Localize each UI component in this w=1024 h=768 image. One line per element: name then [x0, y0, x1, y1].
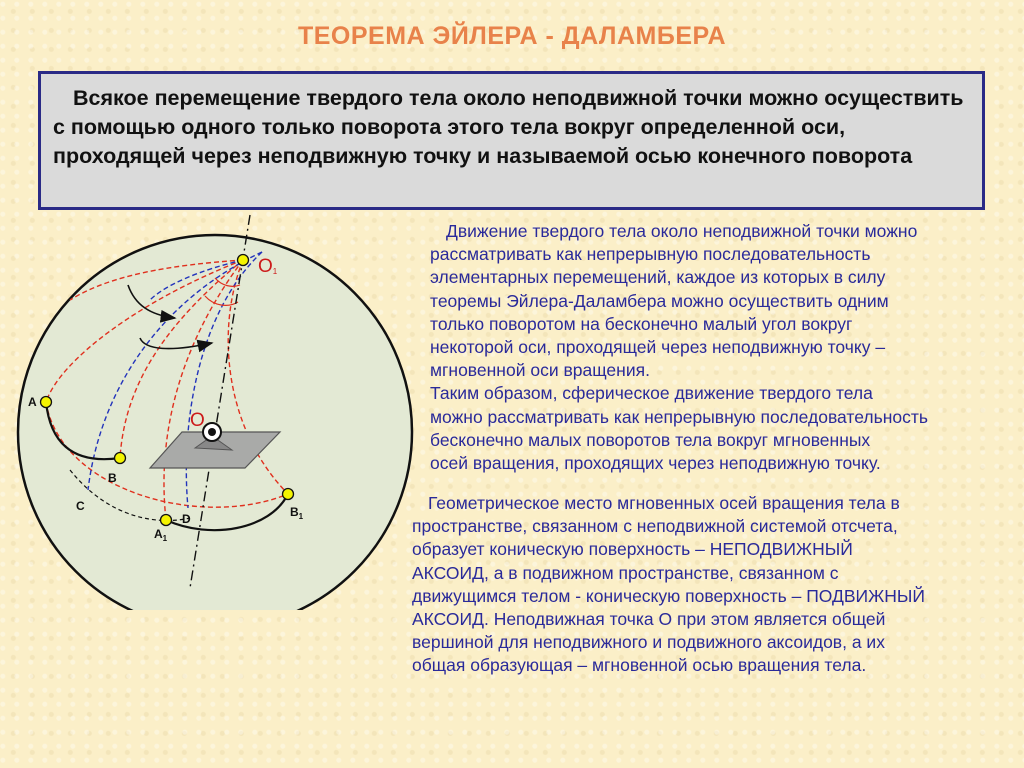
point-a	[41, 397, 52, 408]
p1-line: рассматривать как непрерывную последовательность	[430, 244, 871, 265]
theorem-text: Всякое перемещение твердого тела около неподвижной точки можно осуществить с помощью одного только поворота этого тела вокруг определенной оси, проходящей через неподвижную точку и называемой осью конечного поворота	[53, 86, 964, 168]
label-d: D	[182, 512, 191, 526]
p1-line: бесконечно малых поворотов тела вокруг мгновенных	[430, 429, 871, 450]
p1-line: можно рассматривать как непрерывную последовательность	[430, 406, 928, 427]
p2-line: АКСОИД, а в подвижном пространстве, связанном с	[412, 562, 839, 583]
point-o1	[238, 255, 249, 266]
p1-line: осей вращения, проходящих через неподвижную точку.	[430, 453, 881, 474]
p1-line: Таким образом, сферическое движение твердого тела	[430, 383, 873, 404]
sphere-diagram	[0, 210, 420, 610]
p2-line: образует коническую поверхность – НЕПОДВИЖНЫЙ	[412, 539, 853, 560]
theorem-box	[38, 71, 985, 210]
label-b1: $B_1$	[290, 505, 304, 521]
p1-line: теоремы Эйлера-Даламбера можно осуществить одним	[430, 290, 889, 311]
label-c: C	[76, 499, 85, 513]
paragraph-instantaneous-axis	[430, 220, 1005, 475]
label-o: O	[190, 410, 205, 431]
p1-line: мгновенной оси вращения.	[430, 360, 650, 381]
p1-line: только поворотом на бесконечно малый угол вокруг	[430, 313, 853, 334]
p2-line: общая образующая – мгновенной осью вращения тела.	[412, 655, 867, 676]
label-b: B	[108, 471, 117, 485]
paragraph-axoids	[412, 492, 1012, 678]
p1-line: некоторой оси, проходящей через неподвижную точку –	[430, 337, 886, 358]
point-b1	[283, 489, 294, 500]
p1-line: Движение твердого тела около неподвижной точки можно	[446, 221, 918, 241]
point-b	[115, 453, 126, 464]
p1-line: элементарных перемещений, каждое из которых в силу	[430, 267, 886, 288]
label-a1: $A_1$	[154, 527, 168, 543]
label-o1: O1	[258, 256, 278, 277]
p2-line: АКСОИД. Неподвижная точка О при этом является общей	[412, 609, 886, 630]
p2-line: вершиной для неподвижного и подвижного аксоидов, а их	[412, 632, 885, 653]
slide-title: ТЕОРЕМА ЭЙЛЕРА - ДАЛАМБЕРА	[297, 22, 727, 50]
p2-line: Геометрическое место мгновенных осей вращения тела в	[428, 493, 900, 513]
point-a1	[161, 515, 172, 526]
label-a: A	[28, 395, 37, 409]
p2-line: пространстве, связанном с неподвижной системой отсчета,	[412, 516, 898, 537]
p2-line: движущимся телом - коническую поверхность – ПОДВИЖНЫЙ	[412, 585, 925, 606]
